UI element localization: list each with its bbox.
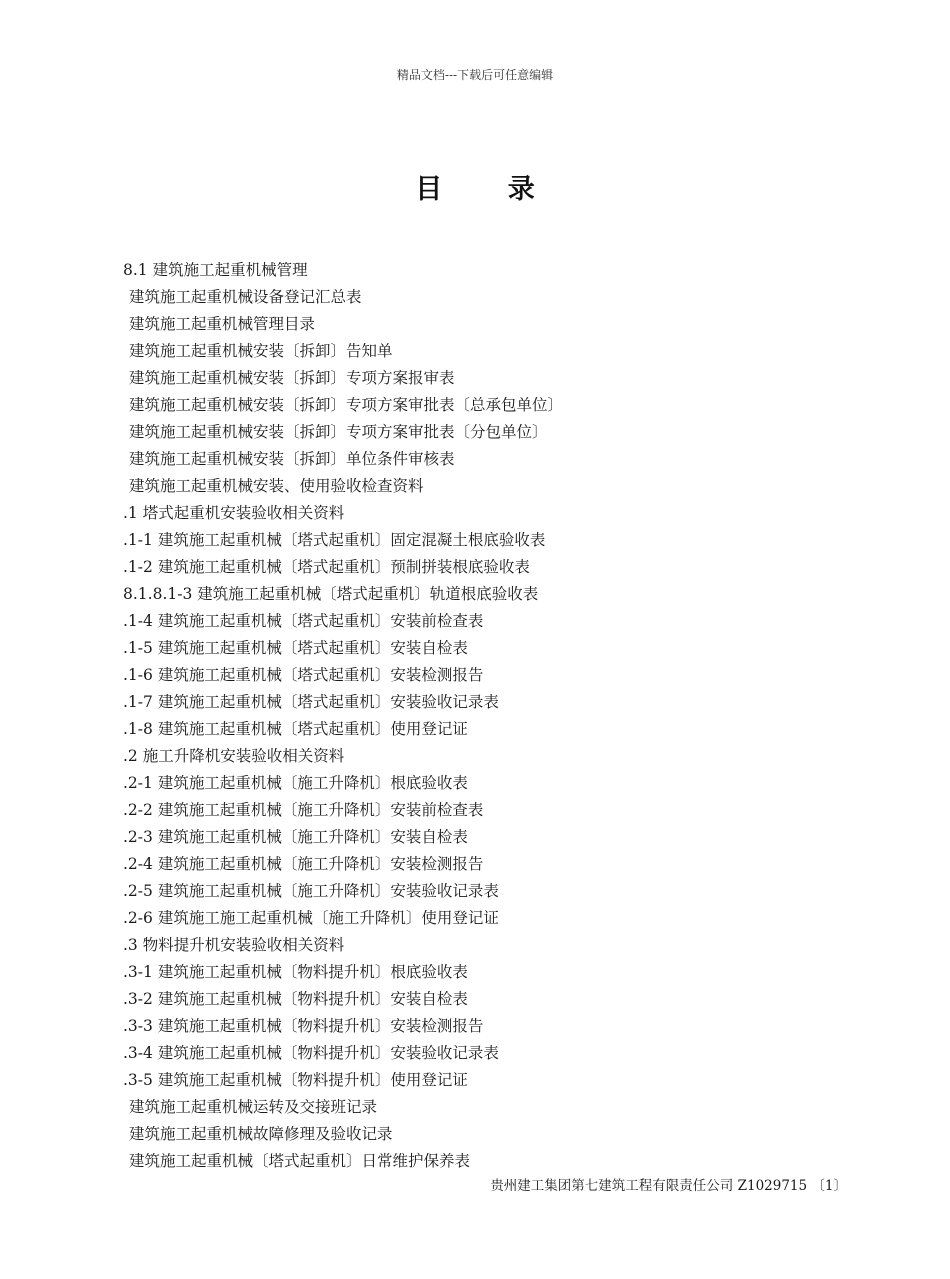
toc-entry: 建筑施工起重机械安装〔拆卸〕专项方案报审表 xyxy=(129,369,455,387)
toc-entry: .3-2 建筑施工起重机械〔物料提升机〕安装自检表 xyxy=(123,990,468,1008)
page-footer: 贵州建工集团第七建筑工程有限责任公司 Z1029715 〔1〕 xyxy=(490,1178,847,1194)
toc-entry: .1-6 建筑施工起重机械〔塔式起重机〕安装检测报告 xyxy=(123,666,484,684)
toc-entry: .2-1 建筑施工起重机械〔施工升降机〕根底验收表 xyxy=(123,774,468,792)
toc-entry: 8.1.8.1-3 建筑施工起重机械〔塔式起重机〕轨道根底验收表 xyxy=(123,585,539,603)
toc-entry: .3 物料提升机安装验收相关资料 xyxy=(123,936,345,954)
toc-entry: 建筑施工起重机械安装〔拆卸〕专项方案审批表〔分包单位〕 xyxy=(129,423,548,441)
toc-entry: 建筑施工起重机械运转及交接班记录 xyxy=(129,1098,378,1116)
toc-entry: .2-5 建筑施工起重机械〔施工升降机〕安装验收记录表 xyxy=(123,882,499,900)
toc-entry: .1-4 建筑施工起重机械〔塔式起重机〕安装前检查表 xyxy=(123,612,484,630)
toc-entry: .3-1 建筑施工起重机械〔物料提升机〕根底验收表 xyxy=(123,963,468,981)
toc-entry: .1 塔式起重机安装验收相关资料 xyxy=(123,504,345,522)
table-of-contents xyxy=(123,257,843,1175)
toc-entry: 建筑施工起重机械设备登记汇总表 xyxy=(129,288,362,306)
toc-entry: 建筑施工起重机械安装、使用验收检查资料 xyxy=(129,477,424,495)
toc-entry: .1-8 建筑施工起重机械〔塔式起重机〕使用登记证 xyxy=(123,720,468,738)
toc-entry: .2 施工升降机安装验收相关资料 xyxy=(123,747,345,765)
toc-entry: 建筑施工起重机械管理目录 xyxy=(129,315,316,333)
toc-entry: 建筑施工起重机械安装〔拆卸〕告知单 xyxy=(129,342,393,360)
toc-entry: .1-1 建筑施工起重机械〔塔式起重机〕固定混凝土根底验收表 xyxy=(123,531,546,549)
toc-entry: .3-5 建筑施工起重机械〔物料提升机〕使用登记证 xyxy=(123,1071,468,1089)
toc-entry: .2-2 建筑施工起重机械〔施工升降机〕安装前检查表 xyxy=(123,801,484,819)
toc-entry: .1-5 建筑施工起重机械〔塔式起重机〕安装自检表 xyxy=(123,639,468,657)
toc-entry: 建筑施工起重机械〔塔式起重机〕日常维护保养表 xyxy=(129,1152,471,1170)
document-title: 目 录 xyxy=(415,174,563,205)
toc-entry: 建筑施工起重机械故障修理及验收记录 xyxy=(129,1125,393,1143)
toc-entry: .2-4 建筑施工起重机械〔施工升降机〕安装检测报告 xyxy=(123,855,484,873)
toc-entry: .3-3 建筑施工起重机械〔物料提升机〕安装检测报告 xyxy=(123,1017,484,1035)
toc-entry: 建筑施工起重机械安装〔拆卸〕单位条件审核表 xyxy=(129,450,455,468)
toc-entry: 建筑施工起重机械安装〔拆卸〕专项方案审批表〔总承包单位〕 xyxy=(129,396,564,414)
toc-entry: .2-6 建筑施工施工起重机械〔施工升降机〕使用登记证 xyxy=(123,909,499,927)
toc-entry: .2-3 建筑施工起重机械〔施工升降机〕安装自检表 xyxy=(123,828,468,846)
page-header: 精品文档---下载后可任意编辑 xyxy=(396,68,554,82)
toc-entry: .3-4 建筑施工起重机械〔物料提升机〕安装验收记录表 xyxy=(123,1044,499,1062)
toc-entry: .1-2 建筑施工起重机械〔塔式起重机〕预制拼装根底验收表 xyxy=(123,558,530,576)
toc-entry: .1-7 建筑施工起重机械〔塔式起重机〕安装验收记录表 xyxy=(123,693,499,711)
toc-entry: 8.1 建筑施工起重机械管理 xyxy=(123,261,308,279)
